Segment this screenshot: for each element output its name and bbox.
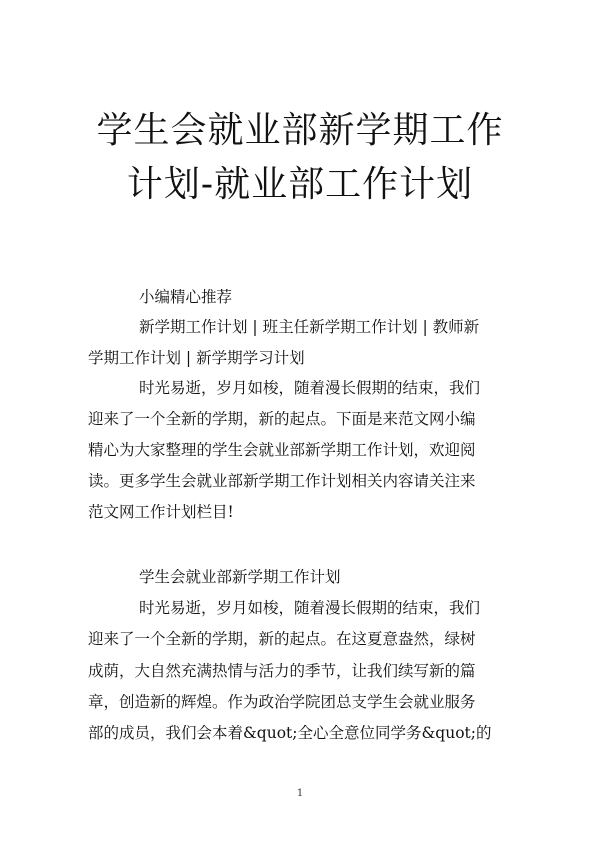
document-title (60, 104, 540, 212)
body-paragraph-line: 成荫，大自然充满热情与活力的季节，让我们续写新的篇 (88, 662, 476, 680)
intro-paragraph-line: 范文网工作计划栏目! (88, 503, 234, 521)
intro-paragraph-line: 迎来了一个全新的学期，新的起点。下面是来范文网小编 (88, 410, 476, 428)
intro-paragraph-line: 时光易逝，岁月如梭，随着漫长假期的结束，我们 (139, 379, 481, 397)
intro-paragraph-line: 精心为大家整理的学生会就业部新学期工作计划，欢迎阅 (88, 441, 476, 459)
body-paragraph-line: 迎来了一个全新的学期，新的起点。在这夏意盎然，绿树 (88, 630, 476, 648)
page-number: 1 (296, 788, 304, 799)
related-links-line-2[interactable]: 学期工作计划 | 新学期学习计划 (88, 349, 305, 367)
body-paragraph-line: 时光易逝，岁月如梭，随着漫长假期的结束，我们 (139, 599, 481, 617)
title-line-1: 学生会就业部新学期工作 (96, 110, 504, 151)
title-line-2: 计划-就业部工作计划 (126, 164, 474, 205)
section-heading: 学生会就业部新学期工作计划 (139, 568, 341, 586)
editor-recommend-heading: 小编精心推荐 (139, 288, 233, 306)
related-links-line-1[interactable]: 新学期工作计划 | 班主任新学期工作计划 | 教师新 (139, 318, 480, 336)
body-paragraph-line: 部的成员，我们会本着&quot;全心全意位同学务&quot;的 (88, 724, 492, 742)
body-paragraph-line: 章，创造新的辉煌。作为政治学院团总支学生会就业服务 (88, 693, 476, 711)
intro-paragraph-line: 读。更多学生会就业部新学期工作计划相关内容请关注来 (88, 472, 476, 490)
